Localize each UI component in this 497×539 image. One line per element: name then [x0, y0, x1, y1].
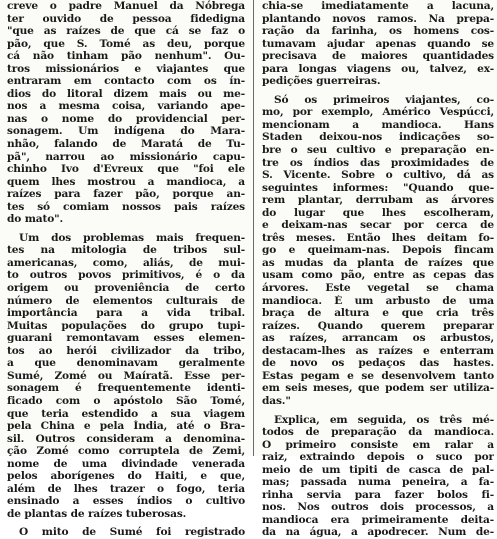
text-line: dios do litoral dizem mais ou me-	[7, 87, 245, 100]
text-line: O primeiro consiste em ralar a	[262, 438, 494, 451]
text-line: destacam-lhes as raízes e enterram	[262, 344, 494, 357]
text-line: todos de preparação da mandioca.	[262, 426, 494, 439]
text-line: pedições guerreiras.	[262, 75, 381, 88]
text-line: Estas pegam e se desenvolvem tanto	[262, 369, 494, 382]
text-line: to outros povos primitivos, é o da	[7, 269, 245, 282]
text-line: mencionam a mandioca. Hans	[262, 118, 494, 131]
text-line: Um dos problemas mais frequen-	[19, 231, 245, 244]
text-line: mandioca era primeiramente deita-	[262, 513, 494, 526]
text-line: chia-se imediatamente a lacuna,	[262, 0, 494, 12]
text-line: Muitas populações do grupo tupi-	[7, 319, 245, 332]
text-line: ração da farinha, os homens cos-	[262, 25, 494, 38]
text-line: mas; passada numa peneira, a fa-	[262, 476, 494, 489]
text-line: americanas, como, aliás, de mui-	[7, 256, 245, 269]
text-line: braça de altura e que cria três	[262, 307, 494, 320]
text-line: Explica, em seguida, os três mé-	[274, 413, 494, 426]
text-line: nos. Nos outros dois processos, a	[262, 501, 494, 514]
text-line: entraram em contacto com os ín-	[7, 75, 245, 88]
text-line: as raízes, arrancam os arbustos,	[262, 332, 494, 345]
text-line: seguintes informes: "Quando que-	[262, 181, 494, 194]
text-line: tes só comiam nossos pais raízes	[7, 200, 245, 213]
text-line: ficado com o apóstolo São Tomé,	[7, 394, 245, 407]
text-line: pão, que S. Tomé as deu, porque	[7, 37, 245, 50]
text-line: sonagem é frequentemente identi-	[7, 382, 245, 395]
text-line: e deixam-nas secar por cerca de	[262, 219, 494, 232]
text-line: bre o seu cultivo e preparação en-	[262, 144, 494, 157]
text-line: tes na mitologia de tribos sul-	[7, 244, 245, 257]
text-line: as mudas da planta de raízes que	[262, 256, 494, 269]
text-line: tre os índios das proximidades de	[262, 156, 494, 169]
text-line: mo, por exemplo, Américo Vespúcci,	[262, 106, 494, 119]
text-line: "que as raízes de que cá se faz o	[7, 25, 245, 38]
text-line: ter ouvido de pessoa fidedigna	[7, 12, 245, 25]
text-line: além de lhes trazer o fogo, teria	[7, 482, 245, 495]
text-line: nos a mesma coisa, variando ape-	[7, 100, 245, 113]
text-line: para longas viagens ou, talvez, ex-	[262, 62, 494, 75]
text-line: meio de um tipiti de casca de pal-	[262, 463, 494, 476]
text-line: S. Vicente. Sobre o cultivo, dá as	[262, 169, 494, 182]
text-line: origem ou proveniência de certo	[7, 282, 245, 295]
text-line: tos ao herói civilizador da tribo,	[7, 344, 245, 357]
text-line: sonagem. Um indígena do Mara-	[7, 125, 245, 138]
text-line: raízes. Quando querem preparar	[262, 319, 494, 332]
text-line: das."	[262, 394, 291, 407]
text-line: Só os primeiros viajantes, co-	[274, 93, 494, 106]
text-line: número de elementos culturais de	[7, 294, 245, 307]
text-line: nome de uma divindade venerada	[7, 457, 245, 470]
text-line: precisava de maiores quantidades	[262, 50, 494, 63]
text-line: árvores. Este vegetal se chama	[262, 282, 494, 295]
text-line: de plantas de raízes tuberosas.	[7, 507, 187, 520]
text-line: chinho Ivo d'Evreux que "foi ele	[7, 163, 245, 176]
text-line: usam como pão, entre as cepas das	[262, 269, 494, 282]
text-line: três meses. Então lhes deitam fo-	[262, 231, 494, 244]
column-divider	[253, 0, 254, 456]
text-line: ensinado a esses índios o cultivo	[7, 495, 245, 508]
text-line: nas o nome do providencial per-	[7, 112, 245, 125]
text-line: de novo os pedaços das hastes.	[262, 357, 494, 370]
text-line: Staden deixou-nos indicações so-	[262, 131, 494, 144]
text-line: tros missionários e viajantes que	[7, 62, 245, 75]
text-line: que teria estendido a sua viagem	[7, 407, 245, 420]
text-line: pelos aborígenes do Haiti, e que,	[7, 470, 245, 483]
text-line: pela China e pela Índia, até o Bra-	[7, 420, 245, 433]
text-line: nhão, falando de Maratá de Tu-	[7, 138, 245, 151]
text-line: da na água, a apodrecer. Num de-	[262, 526, 494, 539]
right-text-column	[262, 0, 494, 539]
text-line: creve o padre Manuel da Nóbrega	[7, 0, 245, 12]
text-line: plantando novos ramos. Na prepa-	[262, 12, 494, 25]
text-line: rinha servia para fazer bolos fi-	[262, 488, 494, 501]
text-line: pã", narrou ao missionário capu-	[7, 150, 245, 163]
text-line: do lugar que lhes escolheram,	[262, 206, 494, 219]
text-line: raiz, extraindo depois o suco por	[262, 451, 494, 464]
text-line: mandioca. É um arbusto de uma	[262, 294, 494, 307]
text-line: cá não tinham pão nenhum". Ou-	[7, 50, 245, 63]
text-line: tumavam ajudar apenas quando se	[262, 37, 494, 50]
text-line: sil. Outros consideram a denomina-	[7, 432, 245, 445]
text-line: O mito de Sumé foi registrado	[19, 526, 245, 539]
text-line: quem lhes mostrou a mandioca, a	[7, 175, 245, 188]
text-line: go e queimam-nas. Depois fincam	[262, 244, 494, 257]
text-line: Sumé, Zomé ou Maíratã. Esse per-	[7, 369, 245, 382]
text-line: a que denominavam geralmente	[7, 357, 245, 370]
left-text-column	[7, 0, 245, 539]
text-line: rem plantar, derrubam as árvores	[262, 194, 494, 207]
text-line: guarani remontavam esses elemen-	[7, 332, 245, 345]
text-line: importância para a vida tribal.	[7, 307, 245, 320]
text-line: do mato".	[7, 213, 64, 226]
text-line: raízes para fazer pão, porque an-	[7, 188, 245, 201]
text-line: ção Zomé como corruptela de Zemi,	[7, 445, 245, 458]
text-line: em seis meses, que podem ser utiliza-	[262, 382, 494, 395]
